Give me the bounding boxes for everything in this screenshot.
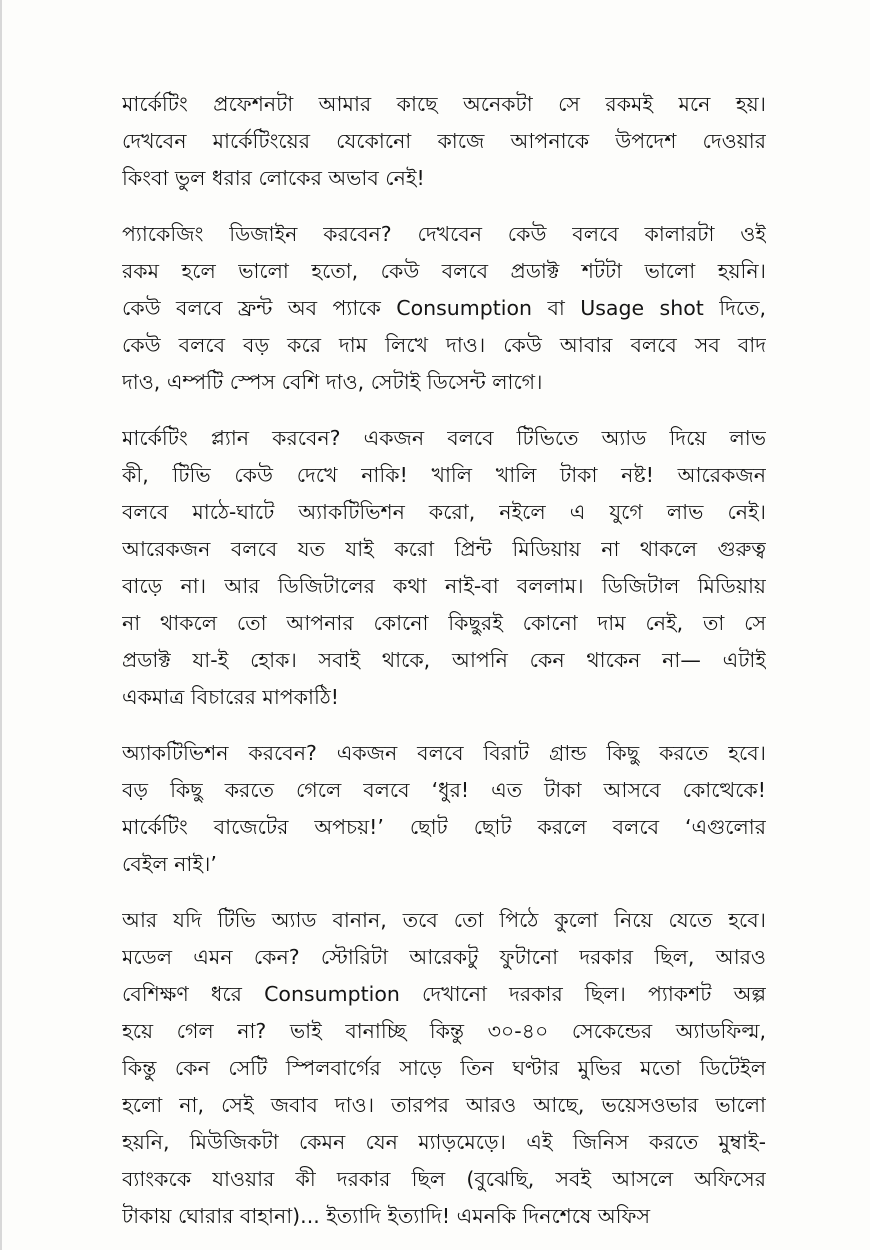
text-line: কিন্তু কেন সেটি স্পিলবার্গের সাড়ে তিন ঘণ্টার মুভির মতো ডিটেইল xyxy=(122,1056,766,1080)
text-line: অ্যাকটিভিশন করবেন? একজন বলবে বিরাট গ্রান্ড কিছু করতে হবে। xyxy=(122,741,766,765)
text-line: বেইল নাই।’ xyxy=(122,852,217,876)
body-text xyxy=(122,86,766,1254)
text-line: ব্যাংককে যাওয়ার কী দরকার ছিল (বুঝেছি, সবই আসলে অফিসের xyxy=(122,1167,766,1191)
text-line: আরেকজন বলবে যত যাই করো প্রিন্ট মিডিয়ায় না থাকলে গুরুত্ব xyxy=(122,537,766,561)
paragraph xyxy=(122,902,766,1235)
text-line: না থাকলে তো আপনার কোনো কিছুরই কোনো দাম নেই, তা সে xyxy=(122,611,766,635)
paragraph xyxy=(122,216,766,401)
text-line: মার্কেটিং প্রফেশনটা আমার কাছে অনেকটা সে রকমই মনে হয়। xyxy=(122,92,766,116)
text-line: কেউ বলবে ফ্রন্ট অব প্যাকে Consumption বা Usage shot দিতে, xyxy=(122,296,766,320)
text-line: মার্কেটিং বাজেটের অপচয়!’ ছোট ছোট করলে বলবে ‘এগুলোর xyxy=(122,815,766,839)
text-line: একমাত্র বিচারের মাপকাঠি! xyxy=(122,685,340,709)
text-line: বড় কিছু করতে গেলে বলবে ‘ধুর! এত টাকা আসবে কোত্থেকে! xyxy=(122,778,766,802)
page-edge xyxy=(0,0,2,1250)
text-line: কী, টিভি কেউ দেখে নাকি! খালি খালি টাকা নষ্ট! আরেকজন xyxy=(122,463,766,487)
text-line: হলো না, সেই জবাব দাও। তারপর আরও আছে, ভয়েসওভার ভালো xyxy=(122,1093,766,1117)
text-line: বেশিক্ষণ ধরে Consumption দেখানো দরকার ছিল। প্যাকশট অল্প xyxy=(122,982,766,1006)
text-line: বলবে মাঠে-ঘাটে অ্যাকটিভিশন করো, নইলে এ যুগে লাভ নেই। xyxy=(122,500,766,524)
text-line: দাও, এম্পটি স্পেস বেশি দাও, সেটাই ডিসেন্ট লাগে। xyxy=(122,370,543,394)
text-line: আর যদি টিভি অ্যাড বানান, তবে তো পিঠে কুলো নিয়ে যেতে হবে। xyxy=(122,908,766,932)
text-line: কিংবা ভুল ধরার লোকের অভাব নেই! xyxy=(122,166,425,190)
text-line: বাড়ে না। আর ডিজিটালের কথা নাই-বা বললাম। ডিজিটাল মিডিয়ায় xyxy=(122,574,766,598)
text-line: কেউ বলবে বড় করে দাম লিখে দাও। কেউ আবার বলবে সব বাদ xyxy=(122,333,766,357)
text-line: প্যাকেজিং ডিজাইন করবেন? দেখবেন কেউ বলবে কালারটা ওই xyxy=(122,222,766,246)
text-line: মডেল এমন কেন? স্টোরিটা আরেকটু ফুটানো দরকার ছিল, আরও xyxy=(122,945,766,969)
text-line: প্রডাক্ট যা-ই হোক। সবাই থাকে, আপনি কেন থাকেন না— এটাই xyxy=(122,648,766,672)
text-line: দেখবেন মার্কেটিংয়ের যেকোনো কাজে আপনাকে উপদেশ দেওয়ার xyxy=(122,129,766,153)
paragraph xyxy=(122,420,766,716)
text-line: হয়ে গেল না? ভাই বানাচ্ছি কিন্তু ৩০-৪০ সেকেন্ডের অ্যাডফিল্ম, xyxy=(122,1019,766,1043)
text-line: টাকায় ঘোরার বাহানা)... ইত্যাদি ইত্যাদি! এমনকি দিনশেষে অফিস xyxy=(122,1204,651,1228)
text-line: হয়নি, মিউজিকটা কেমন যেন ম্যাড়মেড়ে। এই জিনিস করতে মুম্বাই- xyxy=(122,1130,766,1154)
text-line: রকম হলে ভালো হতো, কেউ বলবে প্রডাক্ট শটটা ভালো হয়নি। xyxy=(122,259,766,283)
paragraph xyxy=(122,86,766,197)
text-line: মার্কেটিং প্ল্যান করবেন? একজন বলবে টিভিতে অ্যাড দিয়ে লাভ xyxy=(122,426,766,450)
paragraph xyxy=(122,735,766,883)
